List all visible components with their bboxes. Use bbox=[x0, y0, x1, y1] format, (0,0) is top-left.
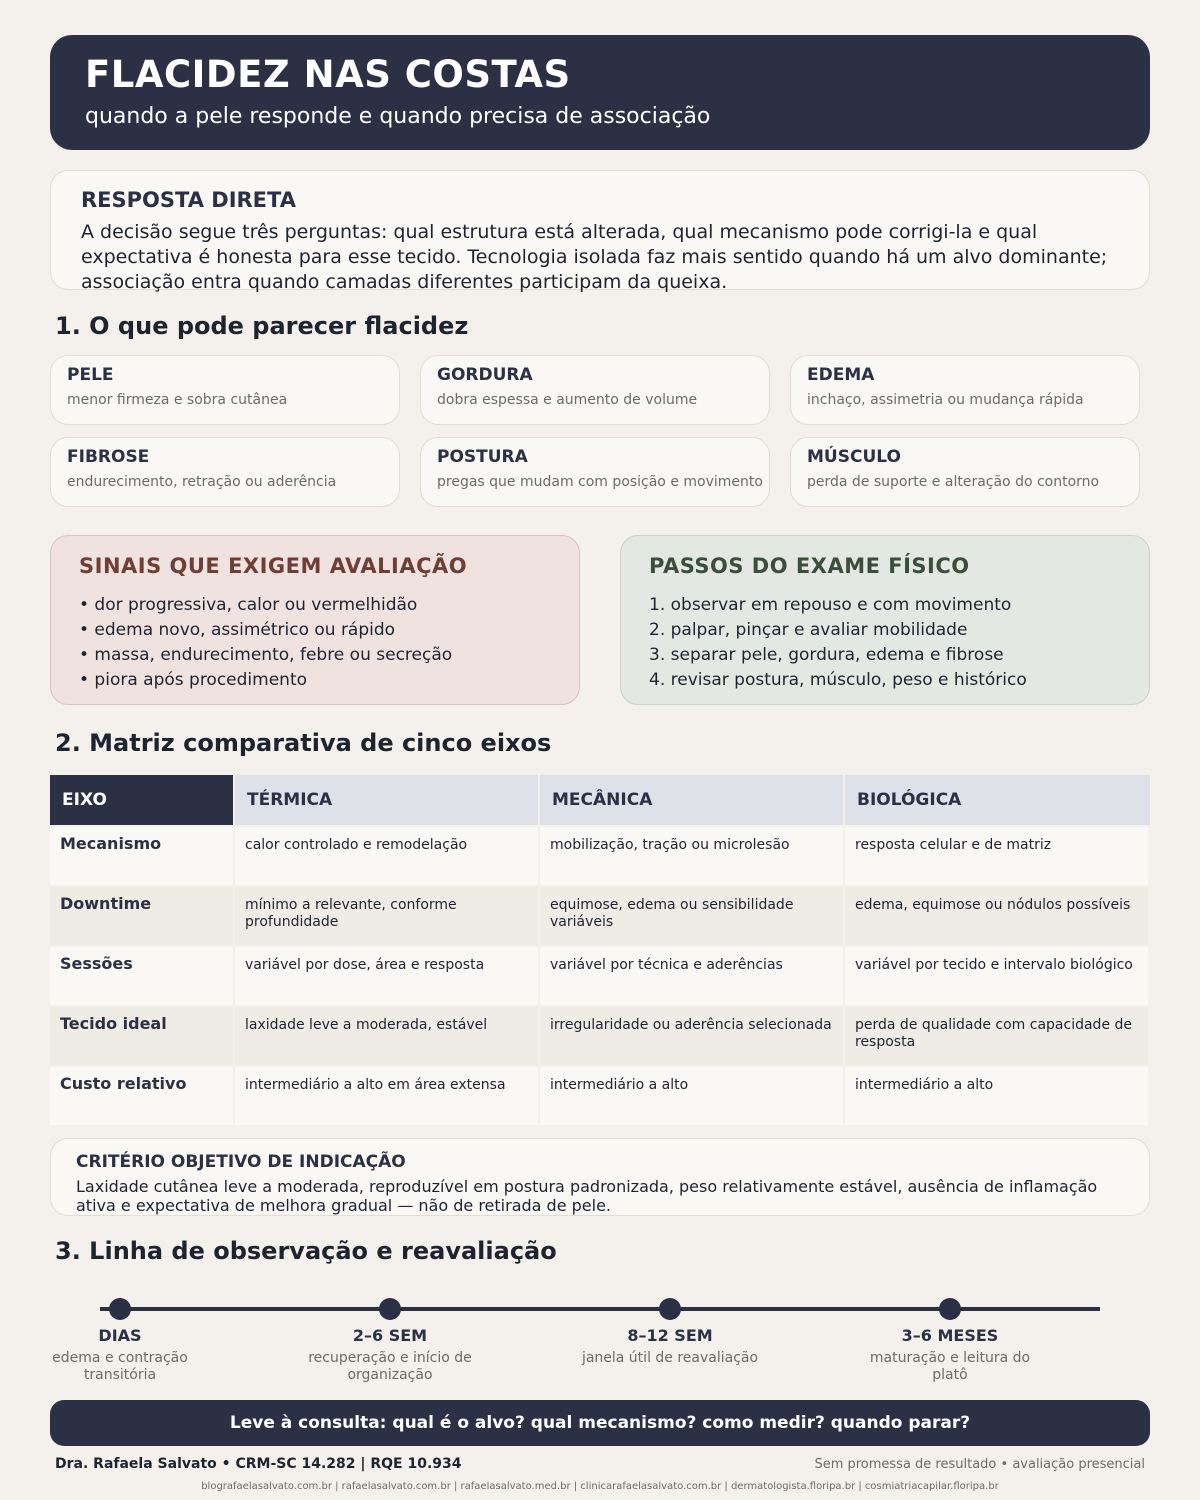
header-banner bbox=[50, 35, 1150, 150]
condition-card-desc: perda de suporte e alteração do contorno bbox=[807, 474, 1100, 490]
table-cell: variável por dose, área e resposta bbox=[235, 945, 540, 1005]
call-to-action-banner: Leve à consulta: qual é o alvo? qual mecanismo? como medir? quando parar? bbox=[50, 1400, 1150, 1446]
condition-card-gordura bbox=[420, 355, 770, 425]
timeline-desc: maturação e leitura do platô bbox=[869, 1350, 1031, 1383]
disclaimer-text: Sem promessa de resultado • avaliação presencial bbox=[814, 1457, 1145, 1472]
condition-card-edema bbox=[790, 355, 1140, 425]
condition-card-title: GORDURA bbox=[437, 365, 533, 385]
list-item: 2. palpar, pinçar e avaliar mobilidade bbox=[649, 620, 968, 640]
section-3-title: 3. Linha de observação e reavaliação bbox=[55, 1237, 557, 1265]
row-header: Sessões bbox=[50, 945, 235, 1005]
exam-steps-title: PASSOS DO EXAME FÍSICO bbox=[649, 554, 970, 578]
column-header-termica: TÉRMICA bbox=[235, 775, 540, 825]
indication-criterion-box bbox=[50, 1138, 1150, 1216]
table-cell: equimose, edema ou sensibilidade variáveis bbox=[540, 885, 845, 945]
exam-steps-list bbox=[649, 593, 1027, 693]
warning-signals-title: SINAIS QUE EXIGEM AVALIAÇÃO bbox=[79, 554, 468, 578]
list-item: • piora após procedimento bbox=[79, 670, 308, 690]
exam-steps-box bbox=[620, 535, 1150, 705]
table-cell: irregularidade ou aderência selecionada bbox=[540, 1005, 845, 1065]
timeline-desc: recuperação e início de organização bbox=[308, 1350, 472, 1383]
direct-answer-heading: RESPOSTA DIRETA bbox=[81, 188, 296, 212]
condition-card-desc: inchaço, assimetria ou mudança rápida bbox=[807, 392, 1084, 408]
condition-card-desc: menor firmeza e sobra cutânea bbox=[67, 392, 288, 408]
list-item: • massa, endurecimento, febre ou secreção bbox=[79, 645, 453, 665]
condition-card-musculo bbox=[790, 437, 1140, 507]
timeline-label: 3–6 MESES bbox=[901, 1326, 999, 1345]
section-1-title: 1. O que pode parecer flacidez bbox=[55, 312, 469, 340]
condition-card-desc: pregas que mudam com posição e movimento bbox=[437, 474, 763, 490]
column-header-biologica: BIOLÓGICA bbox=[845, 775, 1150, 825]
condition-card-title: POSTURA bbox=[437, 447, 528, 467]
timeline-label: 8–12 SEM bbox=[627, 1326, 713, 1345]
timeline-desc: janela útil de reavaliação bbox=[581, 1350, 759, 1366]
table-cell: resposta celular e de matriz bbox=[845, 825, 1150, 885]
list-item: 3. separar pele, gordura, edema e fibrose bbox=[649, 645, 1004, 665]
page-title: FLACIDEZ NAS COSTAS bbox=[85, 53, 571, 96]
condition-card-title: EDEMA bbox=[807, 365, 875, 385]
table-cell: perda de qualidade com capacidade de resposta bbox=[845, 1005, 1150, 1065]
timeline-label: 2–6 SEM bbox=[352, 1326, 428, 1345]
condition-card-postura bbox=[420, 437, 770, 507]
table-cell: mínimo a relevante, conforme profundidade bbox=[235, 885, 540, 945]
row-header: Downtime bbox=[50, 885, 235, 945]
table-cell: edema, equimose ou nódulos possíveis bbox=[845, 885, 1150, 945]
website-links: blografaelasalvato.com.br | rafaelasalvato.com.br | rafaelasalvato.med.br | clinicarafaelasalvato.com.br | dermatologista.floripa.br | cosmiatriacapilar.floripa.br bbox=[201, 1481, 999, 1492]
timeline-dot bbox=[939, 1298, 961, 1320]
table-row bbox=[50, 885, 1150, 945]
direct-answer-box bbox=[50, 170, 1150, 293]
condition-card-title: FIBROSE bbox=[67, 447, 150, 467]
row-header: Custo relativo bbox=[50, 1065, 235, 1125]
table-row bbox=[50, 825, 1150, 885]
row-header: Tecido ideal bbox=[50, 1005, 235, 1065]
comparison-matrix bbox=[50, 775, 1150, 1125]
condition-card-desc: endurecimento, retração ou aderência bbox=[67, 474, 337, 490]
criterion-text: Laxidade cutânea leve a moderada, reproduzível em postura padronizada, peso relativamente estável, ausência de inflamação ativa e expectativa de melhora gradual — não de retirada de pele. bbox=[76, 1177, 1098, 1215]
table-cell: mobilização, tração ou microlesão bbox=[540, 825, 845, 885]
direct-answer-text: A decisão segue três perguntas: qual estrutura está alterada, qual mecanismo pode corrigi-la e qual expectativa é honesta para esse tecido. Tecnologia isolada faz mais sentido quando há um alvo dominante; associação entra quando camadas diferentes participam da queixa. bbox=[81, 221, 1108, 293]
condition-card-fibrose bbox=[50, 437, 400, 507]
warning-signals-list bbox=[79, 593, 452, 693]
column-header-eixo: EIXO bbox=[50, 775, 235, 825]
criterion-heading: CRITÉRIO OBJETIVO DE INDICAÇÃO bbox=[76, 1152, 406, 1172]
row-header: Mecanismo bbox=[50, 825, 235, 885]
table-row bbox=[50, 945, 1150, 1005]
table-cell: intermediário a alto em área extensa bbox=[235, 1065, 540, 1125]
table-row bbox=[50, 1005, 1150, 1065]
timeline-label: DIAS bbox=[98, 1326, 142, 1345]
warning-signals-box bbox=[50, 535, 580, 705]
table-cell: variável por técnica e aderências bbox=[540, 945, 845, 1005]
table-header-row bbox=[50, 775, 1150, 825]
timeline-dot bbox=[379, 1298, 401, 1320]
table-row bbox=[50, 1065, 1150, 1125]
author-credentials: Dra. Rafaela Salvato • CRM-SC 14.282 | RQE 10.934 bbox=[55, 1456, 462, 1472]
table-cell: calor controlado e remodelação bbox=[235, 825, 540, 885]
list-item: 4. revisar postura, músculo, peso e histórico bbox=[649, 670, 1027, 690]
column-header-mecanica: MECÂNICA bbox=[540, 775, 845, 825]
section-2-title: 2. Matriz comparativa de cinco eixos bbox=[55, 729, 552, 757]
list-item: • edema novo, assimétrico ou rápido bbox=[79, 620, 396, 640]
page-subtitle: quando a pele responde e quando precisa de associação bbox=[85, 104, 711, 129]
timeline-dot bbox=[109, 1298, 131, 1320]
table-cell: intermediário a alto bbox=[540, 1065, 845, 1125]
list-item: • dor progressiva, calor ou vermelhidão bbox=[79, 595, 418, 615]
timeline-dot bbox=[659, 1298, 681, 1320]
condition-card-pele bbox=[50, 355, 400, 425]
table-cell: intermediário a alto bbox=[845, 1065, 1150, 1125]
table-cell: laxidade leve a moderada, estável bbox=[235, 1005, 540, 1065]
condition-card-desc: dobra espessa e aumento de volume bbox=[437, 392, 698, 408]
timeline-desc: edema e contração transitória bbox=[52, 1350, 188, 1383]
condition-card-title: MÚSCULO bbox=[807, 447, 901, 467]
table-cell: variável por tecido e intervalo biológico bbox=[845, 945, 1150, 1005]
list-item: 1. observar em repouso e com movimento bbox=[649, 595, 1012, 615]
condition-card-title: PELE bbox=[67, 365, 114, 385]
